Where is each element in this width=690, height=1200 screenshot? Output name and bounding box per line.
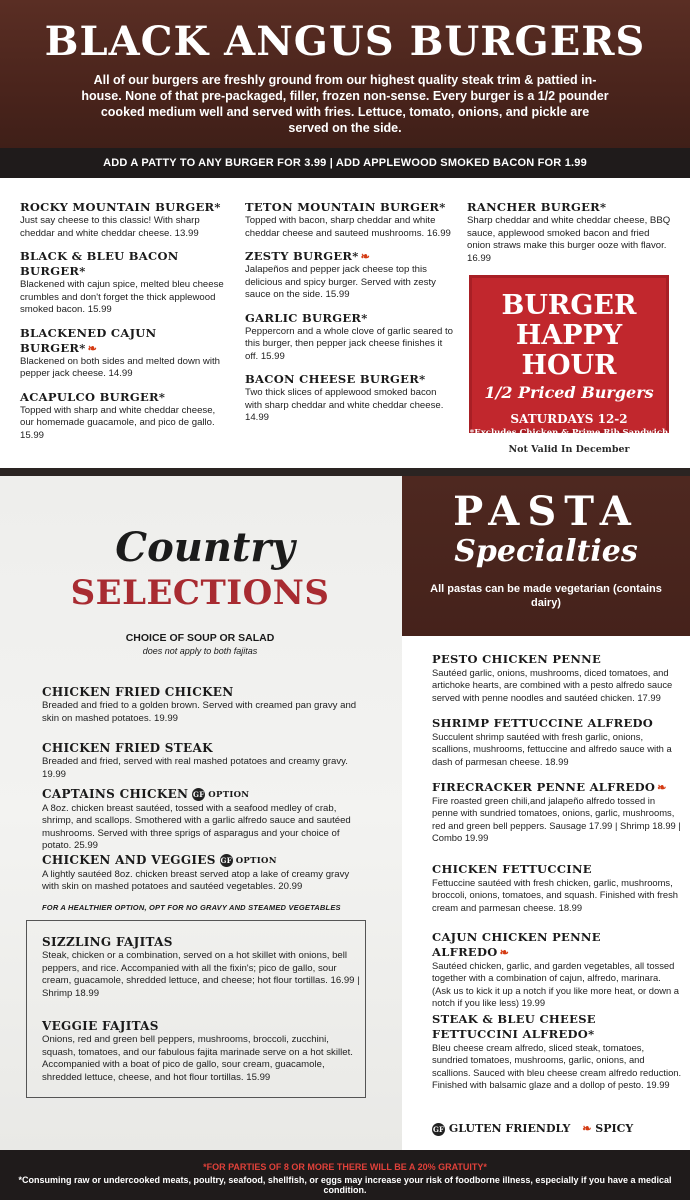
happy-hour-line2: HAPPY HOUR <box>515 320 623 381</box>
burgers-title: BLACK ANGUS BURGERS <box>44 18 646 65</box>
happy-hour-note: Not Valid In December <box>508 444 630 455</box>
gluten-friendly-icon: GF <box>193 790 205 799</box>
specialties-title: Specialties <box>454 534 638 569</box>
menu-item <box>245 249 455 302</box>
chili-pepper-icon: ❧ <box>582 1122 592 1135</box>
item-desc: Peppercorn and a whole clove of garlic seared to this burger, then pepper jack cheese finishes it off. 15.99 <box>245 325 453 362</box>
icon-legend <box>432 1122 682 1136</box>
gluten-friendly-icon: GF <box>220 856 232 865</box>
menu-item <box>245 311 455 364</box>
item-name: GARLIC BURGER* <box>245 310 368 325</box>
item-desc: Succulent shrimp sautéed with fresh garlic, onions, scallions, mushrooms, fettuccine and alfredo sauce with a dash of parmesan cheese. 18.99 <box>432 731 672 767</box>
item-desc: Blackened with cajun spice, melted bleu cheese crumbles and don't forget the thick applewood smoked bacon. 15.99 <box>20 279 224 315</box>
menu-item <box>432 652 682 704</box>
menu-item <box>42 684 362 725</box>
pasta-section <box>402 636 690 1150</box>
item-name: ROCKY MOUNTAIN BURGER* <box>20 200 221 214</box>
item-desc: Breaded and fried, served with real mashed potatoes and creamy gravy. 19.99 <box>42 756 348 780</box>
legend-spicy-label: SPICY <box>595 1122 634 1135</box>
item-desc: Sharp cheddar and white cheddar cheese, BBQ sauce, applewood smoked bacon and fried onion straws make this burger ooze with flavor. 16.99 <box>467 215 671 264</box>
chili-pepper-icon: ❧ <box>657 781 667 794</box>
selections-title: SELECTIONS <box>70 573 330 613</box>
menu-item <box>245 200 455 240</box>
food-safety-warning: *Consuming raw or undercooked meats, poultry, seafood, shellfish, or eggs may increase your risk of foodborne illness, especially if you have a medical condition. <box>18 1175 672 1195</box>
item-name-row <box>245 249 455 264</box>
item-desc: Onions, red and green bell peppers, mushrooms, broccoli, zucchini, squash, tomatoes, and our fabulous fajita marinade serve on a hot skillet. Accompanied with a boat of pico de gallo, sour cream, guacamole, shredded lettuce, cheese, and hot flour tortillas. 15.99 <box>42 1034 353 1083</box>
item-name: SHRIMP FETTUCCINE ALFREDO <box>432 716 654 730</box>
menu-item <box>20 200 230 240</box>
menu-item <box>245 372 455 425</box>
item-desc: Blackened on both sides and melted down with pepper jack cheese. 14.99 <box>20 355 220 379</box>
soup-salad-note: does not apply to both fajitas <box>142 646 258 656</box>
burgers-column-3 <box>467 200 672 274</box>
legend-gf-label: GLUTEN FRIENDLY <box>448 1122 571 1135</box>
country-title: Country <box>115 524 295 571</box>
menu-item <box>42 740 362 781</box>
happy-hour-banner <box>469 275 669 438</box>
item-name: BLACKENED CAJUN BURGER* <box>20 325 157 355</box>
item-desc: Sautéed garlic, onions, mushrooms, diced tomatoes, and artichoke hearts, are combined with a pesto alfredo sauce served with penne noodles and sautéed chicken. 17.99 <box>432 667 673 703</box>
item-name: CHICKEN FRIED STEAK <box>42 741 213 755</box>
menu-item <box>432 930 682 1010</box>
menu-item <box>432 1012 682 1092</box>
item-name-row <box>42 852 362 869</box>
item-desc: Steak, chicken or a combination, served on a hot skillet with onions, bell peppers, and rice. Accompanied with all the fixin's; pico de gallo, sour cream, guacamole, shredded lettuce, and cheese; hot flour tortillas. 16.99 | Shrimp 18.99 <box>42 950 360 999</box>
item-desc: Two thick slices of applewood smoked bacon with sharp cheddar and white cheddar cheese. 14.99 <box>245 387 444 423</box>
option-label: OPTION <box>235 855 277 866</box>
item-desc: Topped with bacon, sharp cheddar and white cheddar cheese and sauteed mushrooms. 16.99 <box>245 215 451 239</box>
menu-item <box>20 249 230 317</box>
happy-hour-sub: 1/2 Priced Burgers <box>484 383 654 402</box>
healthier-note: FOR A HEALTHIER OPTION, OPT FOR NO GRAVY AND STEAMED VEGETABLES <box>42 903 341 912</box>
chili-pepper-icon: ❧ <box>360 250 371 263</box>
item-name: VEGGIE FAJITAS <box>42 1019 159 1033</box>
item-name: FIRECRACKER PENNE ALFREDO <box>432 780 656 794</box>
menu-item <box>432 862 682 914</box>
menu-item <box>432 780 682 845</box>
item-name-row <box>20 326 230 356</box>
item-name: TETON MOUNTAIN BURGER* <box>245 200 446 214</box>
addons-bar: ADD A PATTY TO ANY BURGER FOR 3.99 | ADD APPLEWOOD SMOKED BACON FOR 1.99 <box>0 148 690 178</box>
item-name: BACON CHEESE BURGER* <box>245 372 426 386</box>
menu-item <box>42 934 362 1000</box>
item-name: SIZZLING FAJITAS <box>42 935 173 949</box>
country-section <box>0 476 402 1150</box>
pasta-header <box>402 476 690 636</box>
section-divider <box>0 468 690 476</box>
menu-item <box>20 326 230 381</box>
pasta-vegetarian-note: All pastas can be made vegetarian (contains dairy) <box>430 583 662 609</box>
item-desc: Fettuccine sautéed with fresh chicken, garlic, mushrooms, broccoli, onions, tomatoes, and squash. Finished with fresh cream and parmesan cheese. 18.99 <box>432 877 678 913</box>
menu-item <box>42 786 362 853</box>
chili-pepper-icon: ❧ <box>87 341 98 355</box>
item-name: ACAPULCO BURGER* <box>20 389 166 404</box>
soup-salad-choice: CHOICE OF SOUP OR SALAD <box>125 632 275 644</box>
item-name-row <box>432 930 682 960</box>
menu-item <box>42 1018 362 1084</box>
item-name: ZESTY BURGER* <box>245 249 359 263</box>
happy-hour-when: SATURDAYS 12-2 <box>510 412 628 426</box>
item-desc: Bleu cheese cream alfredo, sliced steak, tomatoes, sundried tomatoes, mushrooms, garlic, onions, and scallions. Sauced with bleu cheese cream alfredo reduction. Finished with balsamic glaze and a dollop of pesto. 19.99 <box>432 1042 682 1091</box>
option-label: OPTION <box>208 789 250 800</box>
chili-pepper-icon: ❧ <box>499 946 510 959</box>
item-desc: Breaded and fried to a golden brown. Served with creamed pan gravy and skin on mashed potatoes. 19.99 <box>42 700 357 724</box>
item-name: CHICKEN FETTUCCINE <box>432 862 592 876</box>
happy-hour-line1: BURGER <box>501 290 637 321</box>
menu-item <box>42 852 362 894</box>
item-desc: A lightly sautéed 8oz. chicken breast served atop a lake of creamy gravy with skin on mashed potatoes and sautéed vegetables. 20.99 <box>42 868 350 892</box>
item-name-row <box>42 786 362 803</box>
item-desc: Sautéed chicken, garlic, and garden vegetables, all tossed together with a combination of cajun, alfredo, marinara. (Ask us to kick it up a notch if you like more heat, or down a notch if you like less) 19.99 <box>432 960 679 1009</box>
burgers-column-2 <box>245 200 455 434</box>
item-name: BLACK & BLEU BACON BURGER* <box>20 249 179 278</box>
item-name-row <box>432 780 682 795</box>
item-name: CHICKEN FRIED CHICKEN <box>42 685 234 699</box>
burgers-column-1 <box>20 200 230 451</box>
item-name: CAJUN CHICKEN PENNE ALFREDO <box>432 930 601 959</box>
item-name: RANCHER BURGER* <box>467 200 607 214</box>
pasta-title: PASTA <box>453 488 639 535</box>
item-name: PESTO CHICKEN PENNE <box>432 652 602 666</box>
menu-item <box>20 390 230 443</box>
item-desc: Jalapeños and pepper jack cheese top this delicious and spicy burger. Served with zesty sauce on the side. 15.99 <box>245 264 436 300</box>
item-name: CAPTAINS CHICKEN <box>42 787 189 801</box>
item-desc: A 8oz. chicken breast sautéed, tossed with a seafood medley of crab, shrimp, and scallops. Smothered with a garlic alfredo sauce and sautéed mushrooms. Served with three sprigs of asparagus and your choice of potato. 25.99 <box>42 802 351 851</box>
footer <box>0 1150 690 1200</box>
gluten-friendly-icon: GF <box>433 1124 444 1134</box>
happy-hour-excludes: *Excludes Chicken & Prime Rib Sandwich <box>469 428 669 438</box>
item-name: STEAK & BLEU CHEESE FETTUCCINI ALFREDO* <box>432 1012 596 1041</box>
gratuity-note: *FOR PARTIES OF 8 OR MORE THERE WILL BE A 20% GRATUITY* <box>203 1162 487 1172</box>
menu-item <box>432 716 682 768</box>
item-desc: Just say cheese to this classic! With sharp cheddar and white cheddar cheese. 13.99 <box>20 215 200 239</box>
menu-item <box>467 200 672 265</box>
item-desc: Topped with sharp and white cheddar cheese, our homemade guacamole, and pico de gallo. 15.99 <box>20 404 216 441</box>
item-name: CHICKEN AND VEGGIES <box>42 853 216 867</box>
burgers-intro: All of our burgers are freshly ground from our highest quality steak trim & pattied in-house. None of that pre-packaged, filler, frozen non-sense. Every burger is a 1/2 pounder cooked medium well and served with fries. Lettuce, tomato, onions, and pickle are served on the side. <box>81 73 609 135</box>
item-desc: Fire roasted green chili,and jalapeño alfredo tossed in penne with sundried tomatoes, onions, garlic, mushrooms, red and green bell peppers. Sausage 17.99 | Shrimp 18.99 | Combo 19.99 <box>432 795 681 844</box>
burgers-header <box>0 0 690 148</box>
